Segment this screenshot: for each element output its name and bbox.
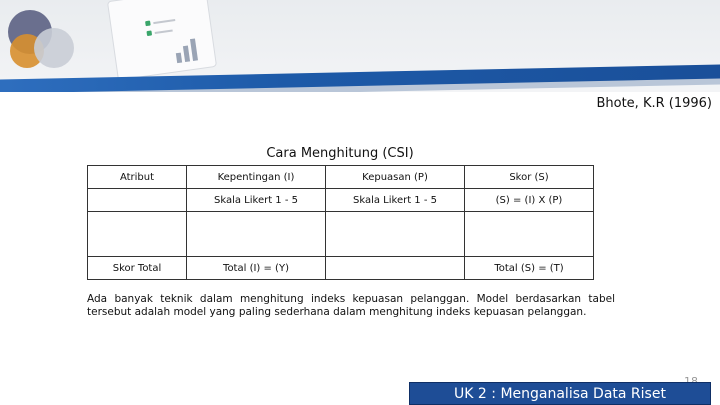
table-cell xyxy=(326,257,465,280)
table-row xyxy=(88,166,594,189)
table-row xyxy=(88,189,594,212)
table-cell: Atribut xyxy=(88,166,187,189)
tablet-illustration-icon xyxy=(107,0,217,81)
table-row xyxy=(88,257,594,280)
table-cell xyxy=(88,189,187,212)
csi-table xyxy=(87,165,594,280)
table-cell xyxy=(187,212,326,257)
table-cell xyxy=(326,212,465,257)
table-cell: Skor Total xyxy=(88,257,187,280)
footer-unit-label: UK 2 : Menganalisa Data Riset xyxy=(409,382,711,405)
explanation-paragraph: Ada banyak teknik dalam menghitung indeks kepuasan pelanggan. Model berdasarkan tabel tersebut adalah model yang paling sederhana dalam menghitung indeks kepuasan pelanggan. xyxy=(87,293,615,318)
table-cell: (S) = (I) X (P) xyxy=(465,189,594,212)
table-cell: Total (I) = (Y) xyxy=(187,257,326,280)
table-cell xyxy=(88,212,187,257)
table-cell: Total (S) = (T) xyxy=(465,257,594,280)
decorative-circle-gray xyxy=(34,28,74,68)
header-banner xyxy=(0,0,720,92)
table-title: Cara Menghitung (CSI) xyxy=(266,146,414,161)
table-cell: Skala Likert 1 - 5 xyxy=(326,189,465,212)
table-cell xyxy=(465,212,594,257)
source-citation: Bhote, K.R (1996) xyxy=(596,96,712,111)
table-cell: Kepentingan (I) xyxy=(187,166,326,189)
table-cell: Skala Likert 1 - 5 xyxy=(187,189,326,212)
table-row xyxy=(88,212,594,257)
table-cell: Kepuasan (P) xyxy=(326,166,465,189)
table-cell: Skor (S) xyxy=(465,166,594,189)
